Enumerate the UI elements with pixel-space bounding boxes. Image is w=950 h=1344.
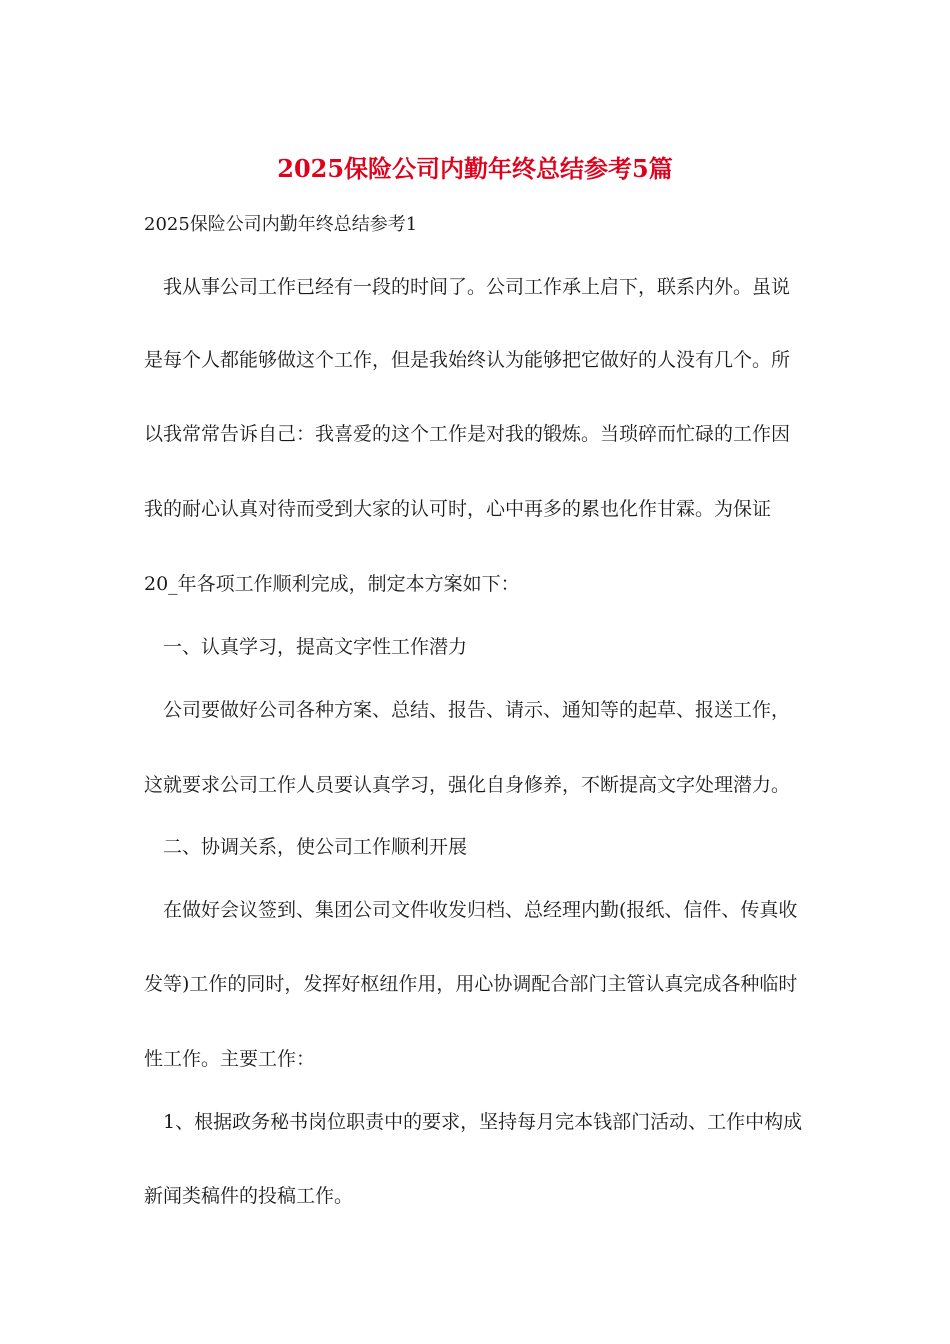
paragraph-line: 发等)工作的同时，发挥好枢纽作用，用心协调配合部门主管认真完成各种临时 — [144, 973, 798, 995]
section-subtitle: 2025保险公司内勤年终总结参考1 — [144, 214, 418, 235]
paragraph-line: 我的耐心认真对待而受到大家的认可时，心中再多的累也化作甘霖。为保证 — [144, 498, 772, 520]
document-title: 2025保险公司内勤年终总结参考5篇 — [277, 154, 673, 183]
section-heading: 二、协调关系，使公司工作顺利开展 — [163, 836, 468, 858]
paragraph-line: 我从事公司工作已经有一段的时间了。公司工作承上启下，联系内外。虽说 — [163, 276, 791, 298]
paragraph-line: 是每个人都能够做这个工作，但是我始终认为能够把它做好的人没有几个。所 — [144, 349, 791, 371]
section-heading: 一、认真学习，提高文字性工作潜力 — [163, 636, 468, 658]
paragraph-line: 这就要求公司工作人员要认真学习，强化自身修养，不断提高文字处理潜力。 — [144, 774, 791, 796]
list-item: 1、根据政务秘书岗位职责中的要求，坚持每月完本钱部门活动、工作中构成 — [163, 1111, 803, 1133]
paragraph-line: 20_年各项工作顺利完成，制定本方案如下： — [144, 573, 520, 595]
paragraph-line: 在做好会议签到、集团公司文件收发归档、总经理内勤(报纸、信件、传真收 — [163, 899, 798, 921]
paragraph-line: 性工作。主要工作： — [144, 1048, 316, 1070]
paragraph-line: 公司要做好公司各种方案、总结、报告、请示、通知等的起草、报送工作， — [163, 699, 791, 721]
paragraph-line: 新闻类稿件的投稿工作。 — [144, 1185, 354, 1207]
paragraph-line: 以我常常告诉自己：我喜爱的这个工作是对我的锻炼。当琐碎而忙碌的工作因 — [144, 423, 791, 445]
